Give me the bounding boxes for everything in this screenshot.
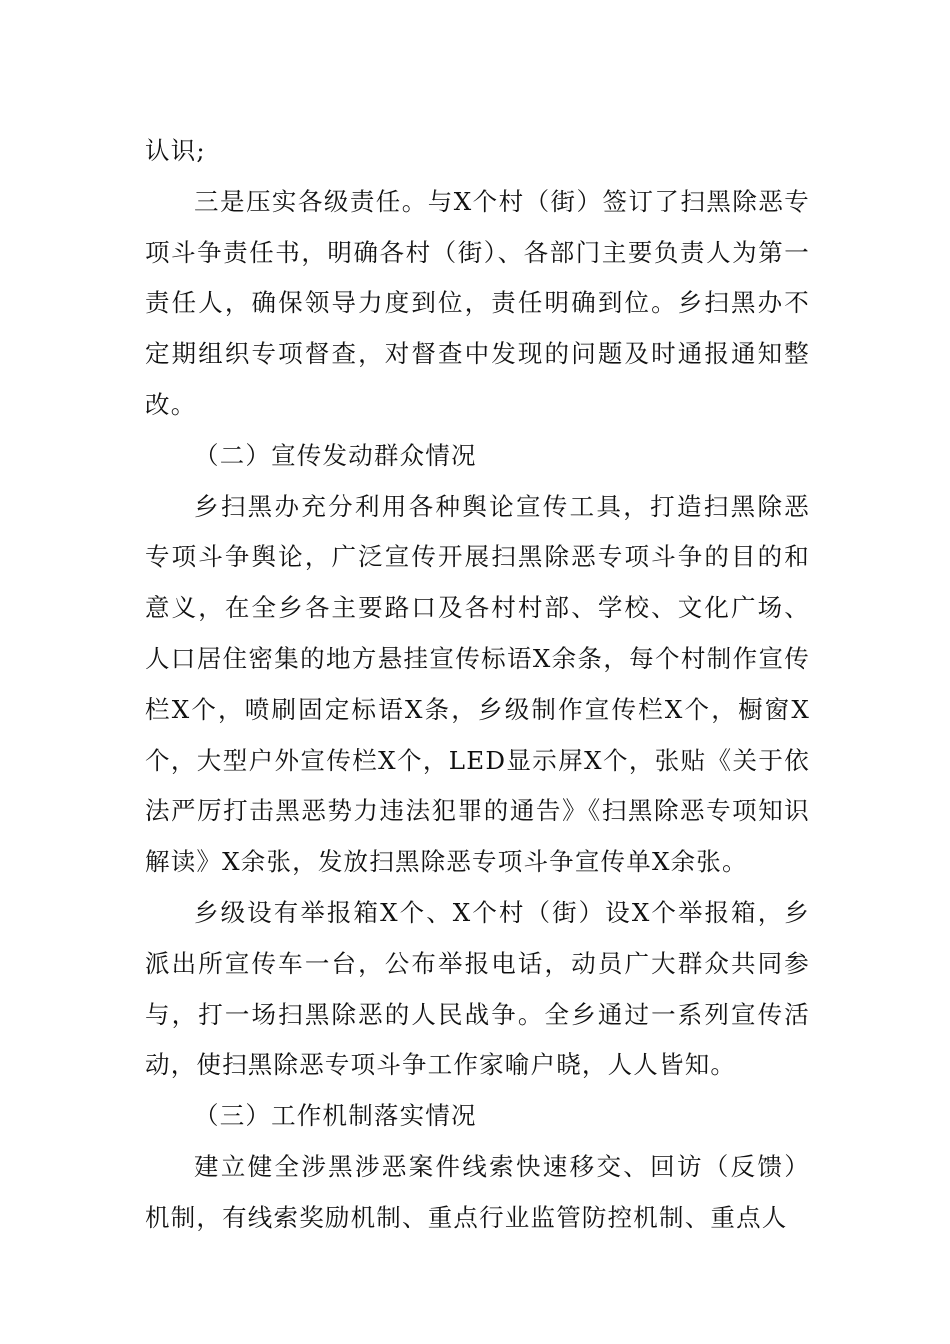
paragraph-fragment-top: 认识; xyxy=(145,136,206,165)
section-heading-mechanism: （三）工作机制落实情况 xyxy=(194,1101,477,1131)
document-body xyxy=(145,126,810,1244)
paragraph-report-boxes: 乡级设有举报箱X个、X个村（街）设X个举报箱，乡派出所宣传车一台，公布举报电话，动员广大群众共同参与，打一场扫黑除恶的人民战争。全乡通过一系列宣传活动，使扫黑除恶专项斗争工作家喻户晓，人人皆知。 xyxy=(145,897,810,1080)
paragraph-mechanism: 建立健全涉黑涉恶案件线索快速移交、回访（反馈）机制，有线索奖励机制、重点行业监管防控机制、重点人 xyxy=(145,1151,810,1232)
paragraph-responsibility: 三是压实各级责任。与X个村（街）签订了扫黑除恶专项斗争责任书，明确各村（街）、各部门主要负责人为第一责任人，确保领导力度到位，责任明确到位。乡扫黑办不定期组织专项督查，对督查中发现的问题及时通报通知整改。 xyxy=(145,186,810,419)
section-heading-publicity: （二）宣传发动群众情况 xyxy=(194,440,477,470)
paragraph-publicity-tools: 乡扫黑办充分利用各种舆论宣传工具，打造扫黑除恶专项斗争舆论，广泛宣传开展扫黑除恶专项斗争的目的和意义，在全乡各主要路口及各村村部、学校、文化广场、人口居住密集的地方悬挂宣传标语X余条，每个村制作宣传栏X个，喷刷固定标语X条，乡级制作宣传栏X个，橱窗X个，大型户外宣传栏X个，LED显示屏X个，张贴《关于依法严厉打击黑恶势力违法犯罪的通告》《扫黑除恶专项知识解读》X余张，发放扫黑除恶专项斗争宣传单X余张。 xyxy=(145,491,810,877)
